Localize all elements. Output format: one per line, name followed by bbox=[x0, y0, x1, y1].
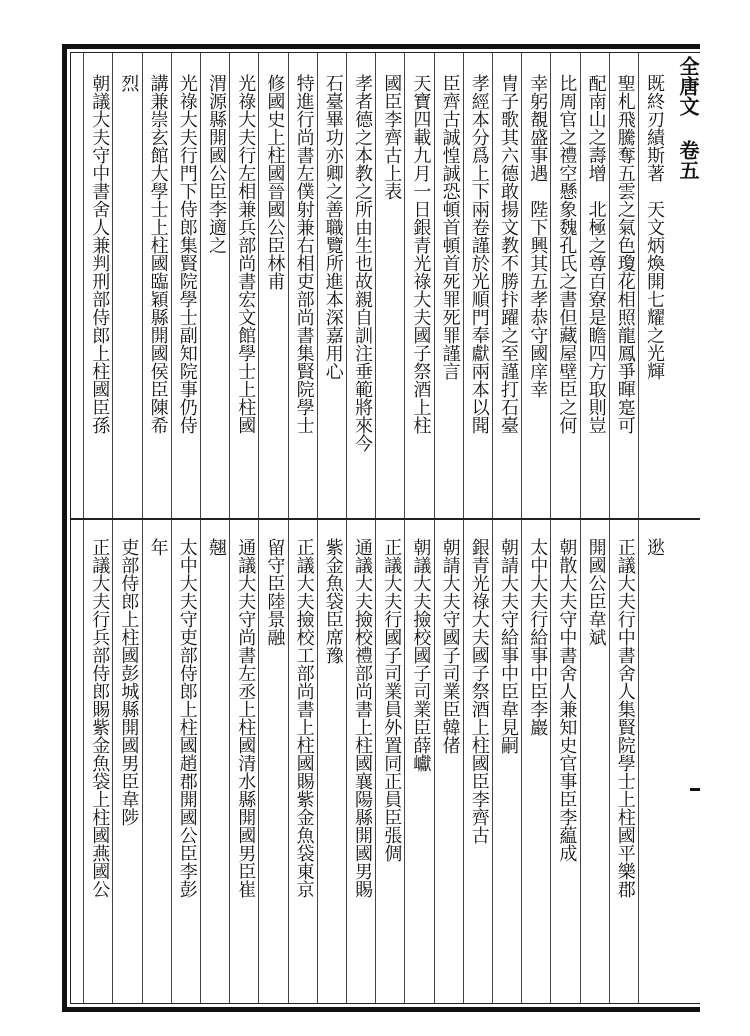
column-rule bbox=[550, 520, 551, 1003]
upper-text-column: 比周官之禮空懸象魏孔氏之書但藏屋壁臣之何 bbox=[556, 74, 578, 434]
column-rule bbox=[288, 520, 289, 1003]
column-rule bbox=[346, 53, 347, 518]
lower-text-column: 正議大夫撿校工部尚書上柱國賜紫金魚袋東京 bbox=[293, 538, 315, 898]
column-rule bbox=[463, 520, 464, 1003]
column-rule bbox=[112, 520, 113, 1003]
column-rule bbox=[609, 520, 610, 1003]
lower-text-column: 翹 bbox=[206, 538, 227, 556]
upper-text-column: 聖札飛騰奪五雲之氣色瓊花相照龍鳳爭暉寔可 bbox=[614, 74, 636, 434]
page-title: 全唐文 卷五 bbox=[676, 56, 700, 180]
upper-text-column: 配南山之壽增 北極之尊百寮是瞻四方取則豈 bbox=[585, 74, 607, 434]
column-rule bbox=[112, 53, 113, 518]
column-rule bbox=[142, 53, 143, 518]
column-rule bbox=[171, 520, 172, 1003]
upper-text-column: 國臣李齊古上表 bbox=[381, 74, 403, 200]
lower-text-column: 朝請大夫守國子司業臣韓偖 bbox=[439, 538, 461, 754]
lower-text-column: 正議大夫行中書舍人集賢院學士上柱國平樂郡 bbox=[614, 538, 636, 898]
middle-divider bbox=[70, 518, 700, 520]
column-rule bbox=[580, 520, 581, 1003]
column-rule bbox=[404, 520, 405, 1003]
column-rule bbox=[200, 520, 201, 1003]
upper-text-column: 渭源縣開國公臣李適之 bbox=[206, 74, 227, 254]
lower-text-column: 朝散大夫守中書舍人兼知史官事臣李藴成 bbox=[556, 538, 578, 862]
lower-text-column: 通議大夫守尚書左丞上柱國清水縣開國男臣崔 bbox=[235, 538, 257, 898]
column-rule bbox=[580, 53, 581, 518]
lower-text-column: 留守臣陸景融 bbox=[264, 538, 286, 646]
column-rule bbox=[521, 53, 522, 518]
upper-text-column: 孝經本分爲上下兩卷謹於光順門奉獻兩本以聞 bbox=[468, 74, 490, 434]
lower-text-column: 正議大夫行國子司業員外置同正員臣張倜 bbox=[381, 538, 403, 862]
lower-text-column: 太中大夫守吏部侍郎上柱國趙郡開國公臣李彭 bbox=[176, 538, 198, 898]
upper-text-column: 石臺畢功亦卿之善職覽所進本深嘉用心 bbox=[322, 74, 344, 380]
upper-text-column: 修國史上柱國晉國公臣林甫 bbox=[264, 74, 286, 290]
upper-text-column: 烈 bbox=[118, 74, 140, 92]
column-rule bbox=[229, 53, 230, 518]
column-rule bbox=[317, 53, 318, 518]
upper-text-column: 既終刃績斯著 天文炳煥開七耀之光輝 bbox=[644, 74, 665, 380]
page-marker bbox=[690, 788, 700, 791]
lower-text-column: 銀青光祿大夫國子祭酒上柱國臣李齊古 bbox=[468, 538, 490, 844]
upper-text-column: 光祿大夫行左相兼兵部尚書宏文館學士上柱國 bbox=[235, 74, 257, 434]
column-rule bbox=[463, 53, 464, 518]
upper-text-column: 朝議大夫守中書舍人兼判刑部侍郎上柱國臣孫 bbox=[89, 74, 111, 434]
column-rule bbox=[404, 53, 405, 518]
column-rule bbox=[638, 520, 639, 1003]
lower-text-column: 朝請大夫守給事中臣韋見嗣 bbox=[498, 538, 519, 754]
column-rule bbox=[521, 520, 522, 1003]
upper-text-column: 講兼崇玄館大學士上柱國臨穎縣開國侯臣陳希 bbox=[147, 74, 169, 434]
column-rule bbox=[171, 53, 172, 518]
column-rule bbox=[609, 53, 610, 518]
column-rule bbox=[638, 53, 639, 518]
column-rule bbox=[83, 53, 84, 518]
column-rule bbox=[375, 520, 376, 1003]
column-rule bbox=[375, 53, 376, 518]
column-rule bbox=[200, 53, 201, 518]
column-rule bbox=[83, 520, 84, 1003]
column-rule bbox=[258, 53, 259, 518]
column-rule bbox=[142, 520, 143, 1003]
upper-text-column: 臣齊古誠惶誠恐頓首頓首死罪死罪謹言 bbox=[439, 74, 461, 380]
upper-text-column: 特進行尚書左僕射兼右相吏部尚書集賢院學士 bbox=[293, 74, 315, 434]
upper-text-column: 光祿大夫行門下侍郎集賢院學士副知院事仍侍 bbox=[176, 74, 198, 434]
upper-text-column: 天寶四載九月一日銀青光祿大夫國子祭酒上柱 bbox=[410, 74, 432, 434]
lower-text-column: 朝議大夫撿校國子司業臣薛巘 bbox=[410, 538, 432, 772]
lower-text-column: 吏部侍郎上柱國彭城縣開國男臣韋陟 bbox=[118, 538, 140, 826]
upper-text-column: 冑子歌其六德敢揚文教不勝抃躍之至謹打石臺 bbox=[498, 74, 519, 434]
lower-text-column: 逖 bbox=[644, 538, 665, 556]
lower-text-column: 通議大夫撿校禮部尚書上柱國襄陽縣開國男賜 bbox=[352, 538, 373, 898]
lower-text-column: 太中大夫行給事中臣李巖 bbox=[527, 538, 549, 736]
column-rule bbox=[434, 53, 435, 518]
column-rule bbox=[492, 53, 493, 518]
column-rule bbox=[288, 53, 289, 518]
column-rule bbox=[492, 520, 493, 1003]
lower-text-column: 開國公臣韋斌 bbox=[585, 538, 607, 646]
upper-text-column: 孝者德之本教之所由生也故親自訓注垂範將來今 bbox=[352, 74, 373, 452]
column-rule bbox=[229, 520, 230, 1003]
column-rule bbox=[258, 520, 259, 1003]
column-rule bbox=[550, 53, 551, 518]
upper-text-column: 幸躬覩盛事遇 陛下興其五孝恭守國庠幸 bbox=[527, 74, 549, 398]
lower-text-column: 年 bbox=[147, 538, 169, 556]
column-rule bbox=[317, 520, 318, 1003]
column-rule bbox=[434, 520, 435, 1003]
column-rule bbox=[346, 520, 347, 1003]
lower-text-column: 正議大夫行兵部侍郎賜紫金魚袋上柱國燕國公 bbox=[89, 538, 111, 898]
lower-text-column: 紫金魚袋臣席豫 bbox=[322, 538, 344, 664]
